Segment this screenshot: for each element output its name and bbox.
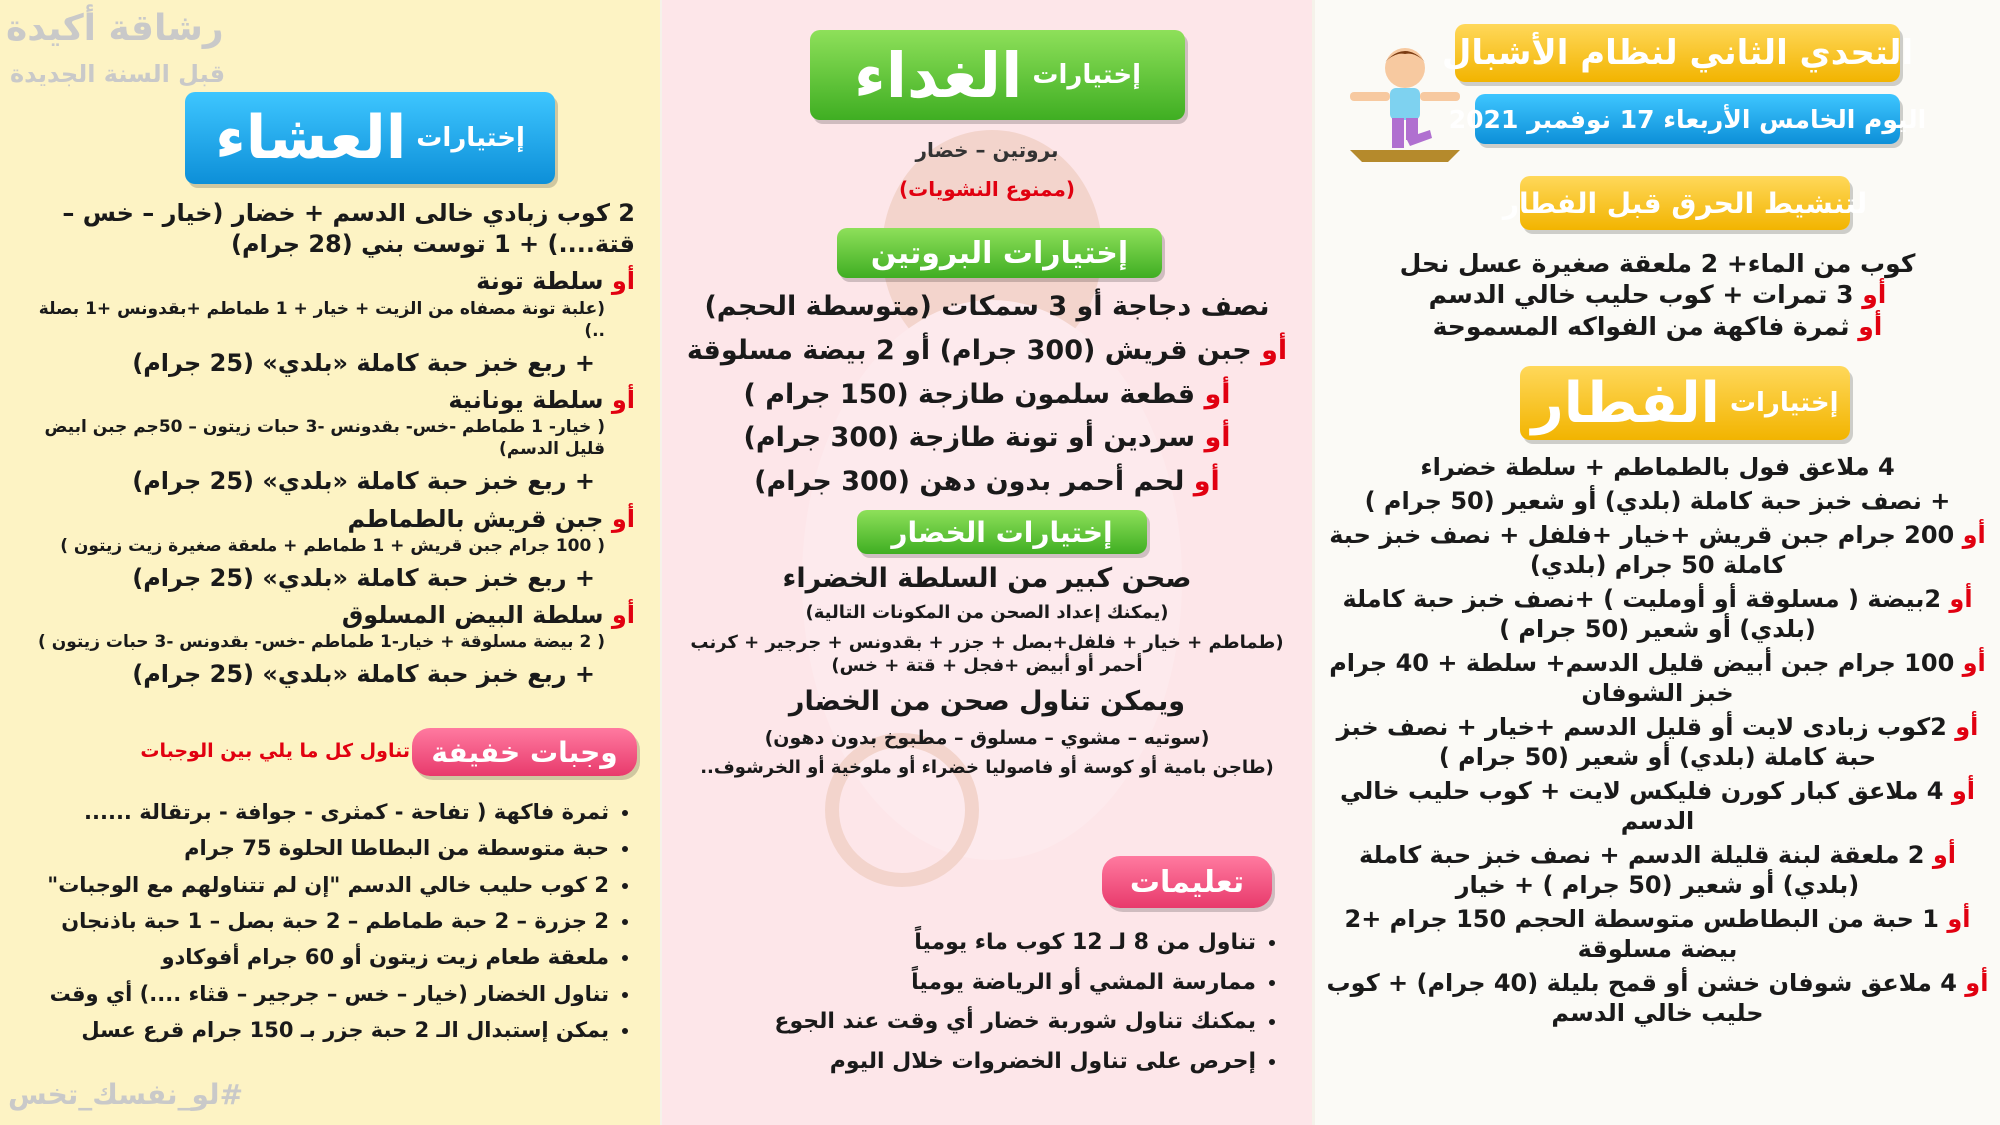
- preburn-title: لتنشيط الحرق قبل الفطار: [1502, 186, 1868, 220]
- brand-watermark-sub: قبل السنة الجديدة: [10, 60, 226, 88]
- list-item: أو سلطة البيض المسلوق ( 2 بيضة مسلوقة + خيار-1 طماطم -خس- بقدونس -3 حبات زيتون ): [38, 600, 635, 653]
- list-item: كوب من الماء+ 2 ملعقة صغيرة عسل نحل: [1399, 249, 1916, 278]
- dinner-column: [0, 0, 660, 1125]
- lunch-subtitle: [662, 138, 1312, 202]
- list-item: أو جبن قريش بالطماطم ( 100 جرام جبن قريش + 1 طماطم + ملعقة صغيرة زيت زيتون ): [60, 504, 635, 556]
- brand-watermark: رشاقة أكيدة: [6, 8, 224, 49]
- lunch-title: الغداء: [854, 38, 1023, 112]
- veg-main: صحن كبير من السلطة الخضراء: [782, 563, 1192, 594]
- instructions-title: تعليمات: [1129, 864, 1245, 900]
- list-item: أو سردين أو تونة طازجة (300 جرام): [743, 422, 1231, 454]
- list-item: أو قطعة سلمون طازجة (150 جرام ): [743, 378, 1231, 410]
- list-item: أو 2كوب زبادى لايت أو قليل الدسم +خيار + نصف خبز حبة كاملة (بلدي) أو شعير (50 جرام ): [1336, 713, 1979, 771]
- veg-methods: (سوتيه – مشوي – مسلوق – مطبوخ بدون دهون): [764, 727, 1210, 749]
- list-item: أو 1 حبة من البطاطس متوسطة الحجم 150 جرام +2 بيضة مسلوقة: [1344, 905, 1971, 963]
- dinner-list: [20, 198, 635, 696]
- lunch-subtitle-line2: (ممنوع النشويات): [899, 177, 1075, 201]
- list-item: أو سلطة يونانية ( خيار- 1 طماطم -خس- بقدونس -3 حبات زيتون – 50جم جبن ابيض قليل الدسم): [44, 385, 635, 460]
- veg-list: (طماطم + خيار + فلفل+بصل + جزر + بقدونس + جرجير + كرنب أحمر أو أبيض +فجل + قتة + خس): [690, 632, 1284, 676]
- list-item: أو 4 ملاعق شوفان خشن أو قمح بليلة (40 جرام) + كوب حليب خالي الدسم: [1326, 969, 1989, 1027]
- snacks-title: وجبات خفيفة: [431, 735, 618, 769]
- list-item: أو 2 ملعقة لبنة قليلة الدسم + نصف خبز حبة كاملة (بلدي) أو شعير (50 جرام ) + خيار: [1359, 841, 1956, 899]
- snacks-banner: [412, 728, 637, 776]
- list-item: • يمكن إستبدال الـ 2 حبة جزر بـ 150 جرام قرع عسل: [10, 1016, 609, 1044]
- list-item: 4 ملاعق فول بالطماطم + سلطة خضراء: [1420, 453, 1895, 481]
- lunch-banner: [810, 30, 1185, 120]
- list-item: نصف دجاجة أو 3 سمكات (متوسطة الحجم): [704, 291, 1270, 322]
- veg-banner: [857, 510, 1147, 554]
- list-item: • إحرص على تناول الخضروات خلال اليوم: [722, 1047, 1256, 1077]
- list-item: أو جبن قريش (300 جرام) أو 2 بيضة مسلوقة: [686, 334, 1288, 366]
- list-item: + نصف خبز حبة كاملة (بلدي) أو شعير (50 جرام ): [1364, 487, 1951, 515]
- lunch-column: [662, 0, 1312, 1125]
- list-item: + ربع خبز حبة كاملة «بلدي» (25 جرام): [132, 660, 595, 689]
- list-item: • تناول من 8 لـ 12 كوب ماء يومياً: [722, 928, 1256, 958]
- instructions-list: [722, 928, 1282, 1087]
- breakfast-list: [1325, 452, 1990, 1032]
- list-item: • ممارسة المشي أو الرياضة يومياً: [722, 968, 1256, 998]
- lunch-small-label: إختيارات: [1032, 60, 1141, 90]
- list-item: أو 3 تمرات + كوب حليب خالي الدسم: [1428, 280, 1887, 310]
- list-item: أو 2بيضة ( مسلوقة أو أومليت ) +نصف خبز حبة كاملة (بلدي) أو شعير (50 جرام ): [1342, 585, 1973, 643]
- breakfast-small-label: إختيارات: [1729, 388, 1839, 418]
- list-item: • تناول الخضار (خيار – خس – جرجير – قثاء ....) أي وقت: [10, 980, 609, 1008]
- breakfast-column: [1315, 0, 2000, 1125]
- list-item: • 2 جزرة – 2 حبة طماطم – 2 حبة بصل – 1 حبة باذنجان: [10, 907, 609, 935]
- list-item: • 2 كوب حليب خالي الدسم "إن لم تتناولهم مع الوجبات": [10, 871, 609, 899]
- challenge-title: التحدي الثاني لنظام الأشبال: [1441, 33, 1914, 73]
- list-item: • ثمرة فاكهة ( تفاحة - كمثرى - جوافة - برتقالة ......: [10, 798, 609, 826]
- veg-title: إختيارات الخضار: [891, 515, 1113, 549]
- list-item: • ملعقة طعام زيت زيتون أو 60 جرام أفوكادو: [10, 943, 609, 971]
- preburn-banner: [1502, 176, 1868, 230]
- list-item: أو لحم أحمر بدون دهن (300 جرام): [754, 466, 1220, 497]
- preburn-list: [1315, 248, 2000, 342]
- dinner-title: العشاء: [215, 103, 407, 173]
- veg-section: [677, 562, 1297, 779]
- list-item: أو 100 جرام جبن أبيض قليل الدسم+ سلطة + 40 جرام خبز الشوفان: [1329, 649, 1986, 707]
- list-item: • حبة متوسطة من البطاطا الحلوة 75 جرام: [10, 834, 609, 862]
- list-item: أو ثمرة فاكهة من الفواكه المسموحة: [1432, 311, 1883, 341]
- protein-banner: [837, 228, 1162, 278]
- list-item: أو سلطة تونة (علبة تونة مصفاه من الزيت + خيار + 1 طماطم +بقدونس +1 بصلة ..): [38, 267, 635, 341]
- dinner-small-label: إختيارات: [416, 123, 525, 153]
- veg-types: (طاجن بامية أو كوسة أو فاصوليا خضراء أو ملوخية أو الخرشوف..: [700, 756, 1274, 778]
- snacks-note: تناول كل ما يلي بين الوجبات: [140, 740, 410, 762]
- instructions-banner: [1102, 856, 1272, 908]
- protein-title: إختيارات البروتين: [870, 235, 1129, 271]
- challenge-title-banner: [1441, 24, 1914, 82]
- protein-list: [662, 290, 1312, 509]
- date-label: اليوم الخامس الأربعاء 17 نوفمبر 2021: [1448, 104, 1927, 134]
- snacks-list: [10, 798, 635, 1052]
- date-banner: [1448, 94, 1927, 144]
- list-item: + ربع خبز حبة كاملة «بلدي» (25 جرام): [132, 348, 595, 377]
- list-item: أو 4 ملاعق كبار كورن فليكس لايت + كوب حليب خالي الدسم: [1339, 777, 1976, 835]
- hashtag-watermark: #لو_نفسك_تخس: [8, 1078, 244, 1111]
- veg-main2: ويمكن تناول صحن من الخضار: [788, 686, 1186, 718]
- dinner-banner: [185, 92, 555, 184]
- list-item: 2 كوب زبادي خالى الدسم + خضار (خيار – خس – قتة....) + 1 توست بني (28 جرام): [62, 199, 635, 259]
- list-item: + ربع خبز حبة كاملة «بلدي» (25 جرام): [132, 563, 595, 592]
- veg-note: (يمكنك إعداد الصحن من المكونات التالية): [805, 601, 1169, 623]
- lunch-subtitle-line1: بروتين – خضار: [915, 138, 1059, 162]
- breakfast-title: الفطار: [1531, 370, 1720, 436]
- list-item: • يمكنك تناول شوربة خضار أي وقت عند الجوع: [722, 1007, 1256, 1037]
- list-item: أو 200 جرام جبن قريش +خيار +فلفل + نصف خبز حبة كاملة 50 جرام (بلدي): [1329, 521, 1986, 579]
- list-item: + ربع خبز حبة كاملة «بلدي» (25 جرام): [132, 467, 595, 496]
- breakfast-banner: [1520, 366, 1850, 440]
